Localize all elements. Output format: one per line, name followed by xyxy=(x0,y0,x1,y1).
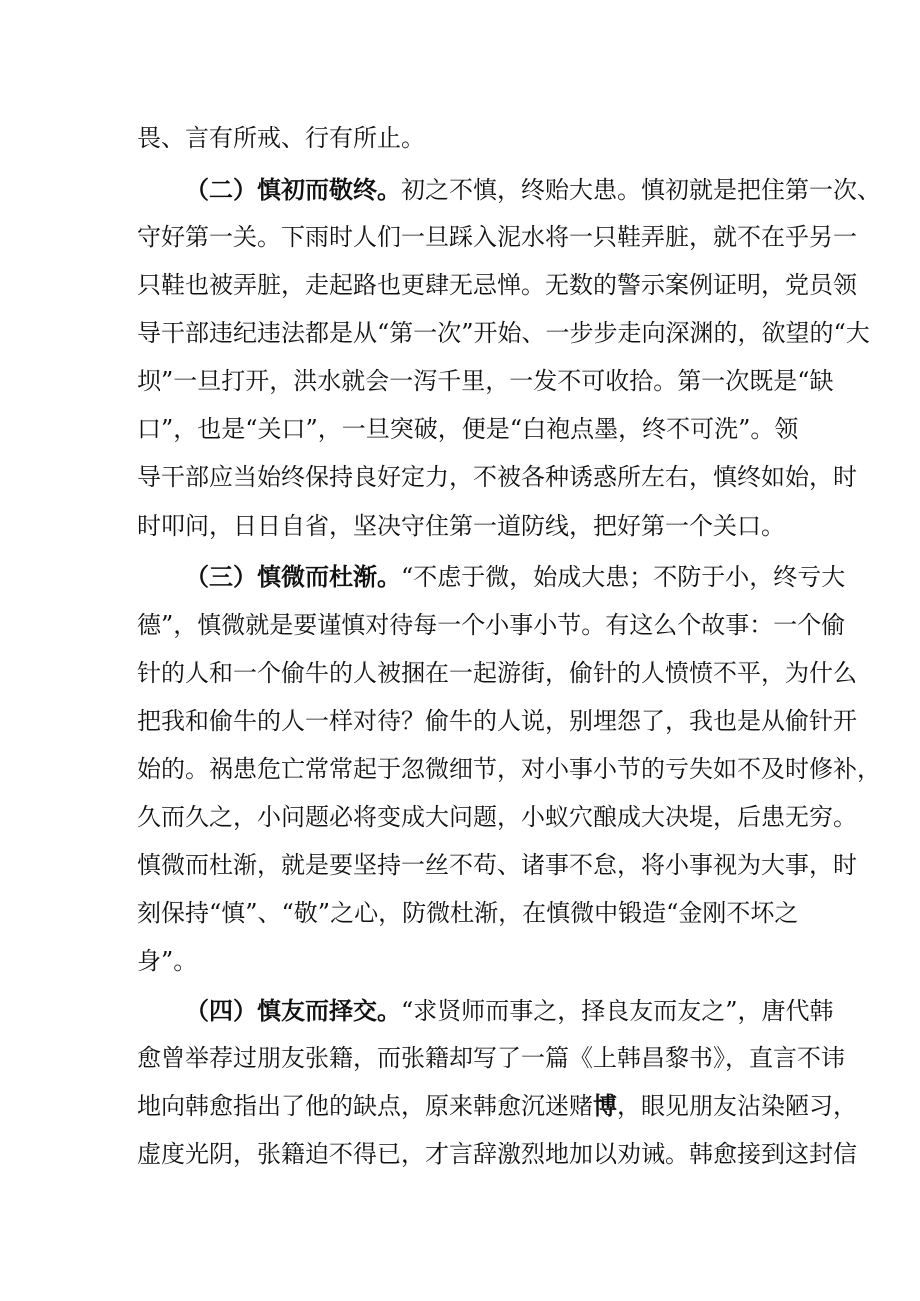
paragraph-line: 德”，慎微就是要谨慎对待每一个小事小节。有这么个故事：一个偷 xyxy=(137,611,846,639)
paragraph-line-with-bold xyxy=(137,1091,857,1121)
paragraph-line: 把我和偷牛的人一样对待？偷牛的人说，别埋怨了，我也是从偷针开 xyxy=(137,707,857,735)
paragraph-line: 刻保持“慎”、“敬”之心，防微杜渐，在慎微中锻造“金刚不坏之 xyxy=(137,899,799,927)
paragraph-line: 坝”一旦打开，洪水就会一泻千里，一发不可收拾。第一次既是“缺 xyxy=(137,367,834,395)
section-2-first-line xyxy=(185,175,881,205)
section-4-text: “求贤师而事之，择良友而友之”，唐代韩 xyxy=(401,997,834,1025)
paragraph-line: 慎微而杜渐，就是要坚持一丝不苟、诸事不怠，将小事视为大事，时 xyxy=(137,851,857,879)
paragraph-line: 久而久之，小问题必将变成大问题，小蚁穴酿成大决堤，后患无穷。 xyxy=(137,803,857,831)
paragraph-line: 只鞋也被弄脏，走起路也更肆无忌惮。无数的警示案例证明，党员领 xyxy=(137,271,857,299)
section-2-text: 初之不慎，终贻大患。慎初就是把住第一次、 xyxy=(401,176,881,204)
paragraph-line: 守好第一关。下雨时人们一旦踩入泥水将一只鞋弄脏，就不在乎另一 xyxy=(137,223,857,251)
section-3-text: “不虑于微，始成大患；不防于小，终亏大 xyxy=(401,563,846,591)
paragraph-line: 导干部违纪违法都是从“第一次”开始、一步步走向深渊的，欲望的“大 xyxy=(137,319,870,347)
paragraph-line: 身”。 xyxy=(137,947,198,975)
section-3-first-line xyxy=(185,562,846,592)
paragraph-line: 愈曾举荐过朋友张籍，而张籍却写了一篇《上韩昌黎书》，直言不讳 xyxy=(137,1044,845,1072)
section-2-heading: （二）慎初而敬终。 xyxy=(185,176,401,204)
bold-character: 博 xyxy=(593,1091,617,1120)
paragraph-line: 导干部应当始终保持良好定力，不被各种诱惑所左右，慎终如始，时 xyxy=(137,463,857,491)
line-text-after: ，眼见朋友沾染陋习， xyxy=(617,1092,857,1120)
section-4-first-line xyxy=(185,996,834,1026)
paragraph-line: 时叩问，日日自省，坚决守住第一道防线，把好第一个关口。 xyxy=(137,512,785,540)
paragraph-line: 口”，也是“关口”，一旦突破，便是“白袍点墨，终不可洗”。领 xyxy=(137,415,799,443)
line-text-before: 地向韩愈指出了他的缺点，原来韩愈沉迷赌 xyxy=(137,1092,593,1120)
section-3-heading: （三）慎微而杜渐。 xyxy=(185,563,401,591)
paragraph-line: 始的。祸患危亡常常起于忽微细节，对小事小节的亏失如不及时修补， xyxy=(137,755,881,783)
paragraph-line: 针的人和一个偷牛的人被捆在一起游街，偷针的人愤愤不平，为什么 xyxy=(137,659,857,687)
paragraph-line: 畏、言有所戒、行有所止。 xyxy=(137,124,425,152)
section-4-heading: （四）慎友而择交。 xyxy=(185,997,401,1025)
paragraph-line: 虚度光阴，张籍迫不得已，才言辞激烈地加以劝诫。韩愈接到这封信 xyxy=(137,1140,857,1168)
